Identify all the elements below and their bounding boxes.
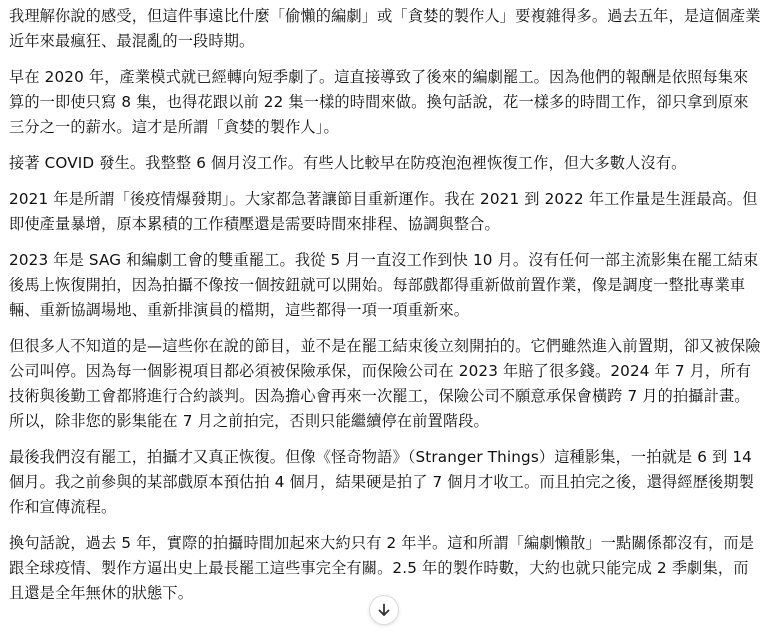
paragraph: 2021 年是所謂「後疫情爆發期」。大家都急著讓節目重新運作。我在 2021 到 2022 年工作量是生涯最高。但即使產量暴增，原本累積的工作積壓還是需要時間來排程、協調與整合。 <box>9 190 758 233</box>
paragraph: 但很多人不知道的是—這些你在說的節目，並不是在罷工結束後立刻開拍的。它們雖然進入前置期，卻又被保險公司叫停。因為每一個影視項目都必須被保險承保，而保險公司在 2023 年賠了很多錢。2024 年 7 月，所有技術與後勤工會都將進行合約談判。因為擔心會再來一次罷工，保險公司不願意承保會橫跨 7 月的拍攝計畫。所以，除非您的影集能在 7 月之前拍完，否則只能繼續停在前置階段。 <box>9 337 761 430</box>
scroll-to-bottom-button[interactable] <box>369 595 399 625</box>
article-body <box>9 4 761 617</box>
paragraph: 我理解你說的感受，但這件事遠比什麼「偷懶的編劇」或「貪婪的製作人」要複雜得多。過去五年，是這個產業近年來最瘋狂、最混亂的一段時期。 <box>9 7 761 50</box>
paragraph: 接著 COVID 發生。我整整 6 個月沒工作。有些人比較早在防疫泡泡裡恢復工作，但大多數人沒有。 <box>9 154 687 172</box>
arrow-down-icon <box>377 603 391 617</box>
paragraph: 最後我們沒有罷工，拍攝才又真正恢復。但像《怪奇物語》（Stranger Things）這種影集，一拍就是 6 到 14 個月。我之前參與的某部戲原本預估拍 4 個月，結果硬是拍了 7 個月才收工。而且拍完之後，還得經歷後期製作和宣傳流程。 <box>9 448 755 516</box>
paragraph: 2023 年是 SAG 和編劇工會的雙重罷工。我從 5 月一直沒工作到快 10 月。沒有任何一部主流影集在罷工結束後馬上恢復開拍，因為拍攝不像按一個按鈕就可以開始。每部戲都得重新做前置作業，像是調度一整批專業車輛、重新協調場地、重新排演員的檔期，這些都得一項一項重新來。 <box>9 251 759 319</box>
paragraph: 早在 2020 年，產業模式就已經轉向短季劇了。這直接導致了後來的編劇罷工。因為他們的報酬是依照每集來算的一即使只寫 8 集，也得花跟以前 22 集一樣的時間來做。換句話說，花一樣多的時間工作，卻只拿到原來三分之一的薪水。這才是所謂「貪婪的製作人」。 <box>9 68 749 136</box>
bottom-fade <box>0 626 769 634</box>
paragraph: 換句話說，過去 5 年，實際的拍攝時間加起來大約只有 2 年半。這和所謂「編劇懶散」一點關係都沒有，而是跟全球疫情、製作方逼出史上最長罷工這些事完全有關。2.5 年的製作時數，大約也就只能完成 2 季劇集，而且還是全年無休的狀態下。 <box>9 534 755 602</box>
